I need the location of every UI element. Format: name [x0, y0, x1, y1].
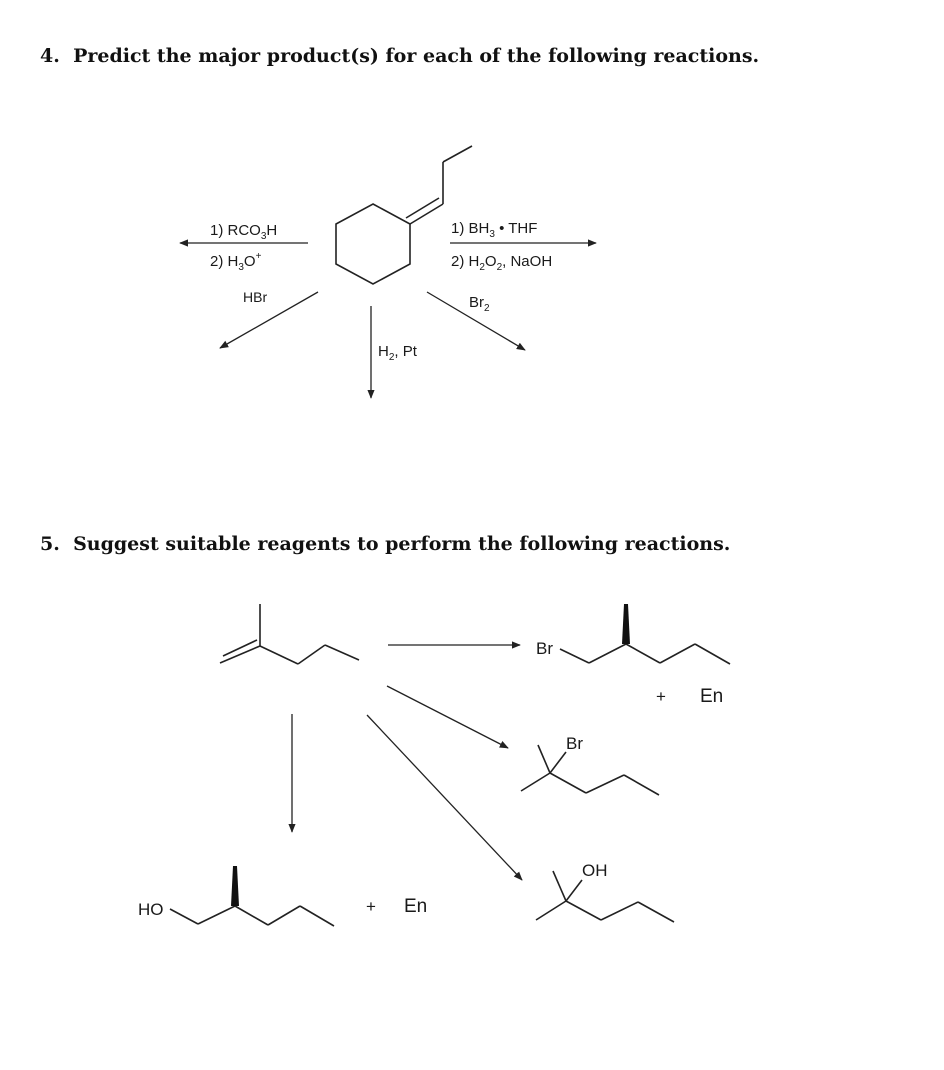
enantiomer-label-top: En: [700, 686, 724, 707]
arrow-hydroboration: [450, 220, 596, 273]
reagent-bh3-thf: 1) $BH_3$ • THF: [451, 220, 538, 240]
product-primary-alcohol: [138, 866, 427, 926]
enantiomer-label-left: En: [404, 896, 428, 917]
reagent-h3o-plus: 2) $H_3O^+$: [210, 251, 262, 273]
q5-reaction-scheme: [138, 604, 730, 926]
question-5-title: 5. Suggest suitable reagents to perform the following reactions.: [40, 533, 731, 555]
arrow-hydrogenation: [371, 306, 418, 398]
wedge-bond-top: [622, 604, 630, 644]
q4-reaction-scheme: [180, 146, 596, 398]
arrow-hbr: [220, 289, 318, 348]
wedge-bond-left: [231, 866, 239, 906]
atom-br-middle: Br: [566, 734, 583, 753]
starting-alkene-structure: [220, 604, 359, 664]
arrow-epoxidation: [180, 222, 308, 273]
arrow-br2: [427, 292, 525, 350]
reagent-hbr: HBr: [243, 289, 268, 305]
plus-sign-top: +: [656, 687, 666, 706]
atom-ho: HO: [138, 900, 164, 919]
reagent-br2: $Br_2$: [469, 294, 490, 314]
atom-br-top: Br: [536, 639, 553, 658]
arrow-to-tertiary-alcohol: [367, 715, 522, 880]
arrow-to-tertiary-bromide: [387, 686, 508, 748]
reagent-h2-pt: $H_2$, Pt: [378, 343, 417, 363]
reagent-rco3h: 1) $RCO_3H$: [210, 222, 278, 242]
question-4-title: 4. Predict the major product(s) for each of the following reactions.: [40, 45, 760, 67]
reagent-h2o2-naoh: 2) $H_2O_2$, NaOH: [451, 253, 553, 273]
product-tertiary-bromide: [521, 734, 659, 795]
atom-oh: OH: [582, 861, 608, 880]
product-tertiary-alcohol: [536, 861, 674, 922]
plus-sign-left: +: [366, 897, 376, 916]
product-primary-bromide: [536, 604, 730, 707]
